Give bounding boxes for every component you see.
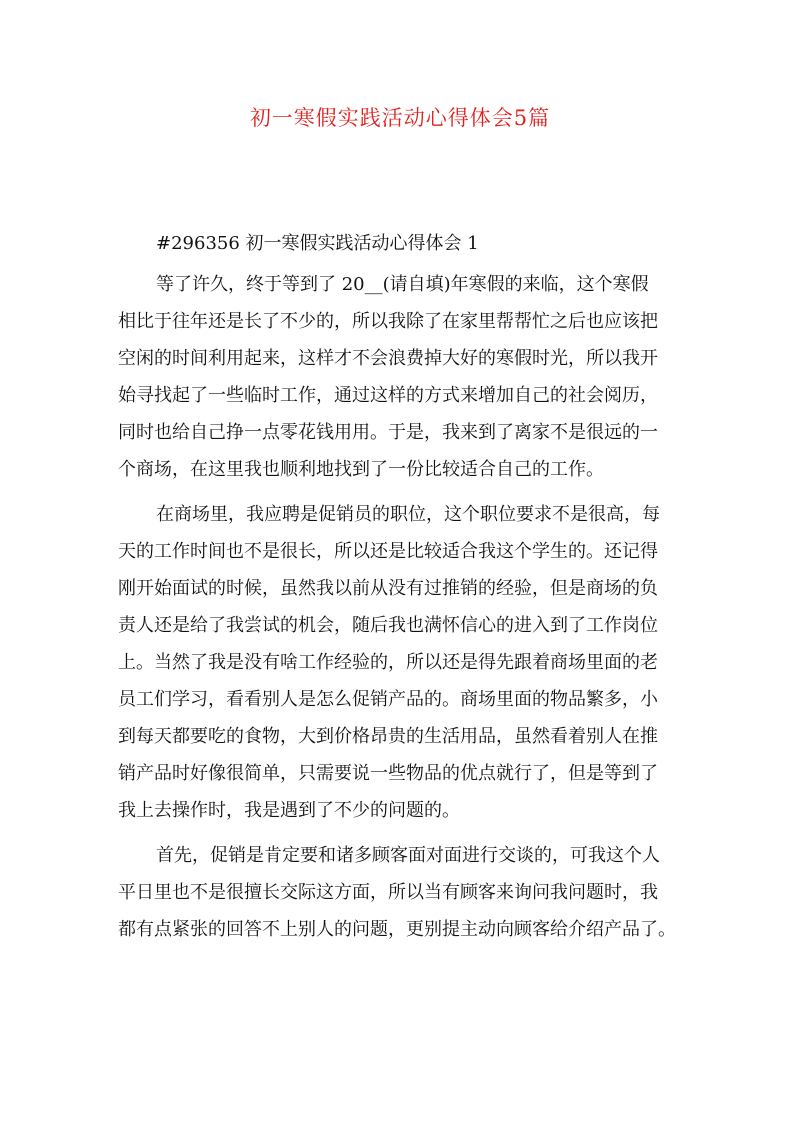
section-heading: #296356 初一寒假实践活动心得体会 1 <box>156 233 479 254</box>
document-body <box>118 229 688 948</box>
paragraph-1: 等了许久，终于等到了 20__(请自填)年寒假的来临，这个寒假 相比于往年还是长了不少的，所以我除了在家里帮帮忙之后也应该把 空闲的时间利用起来，这样才不会浪费掉大好的寒假时光，所以我开 始寻找起了一些临时工作，通过这样的方式来增加自己的社会阅历， 同时也给自己挣一点零花钱用用。于是，我来到了离家不是很远的一 个商场，在这里我也顺利地找到了一份比较适合自己的工作。 <box>118 274 658 480</box>
paragraph-3: 首先，促销是肯定要和诸多顾客面对面进行交谈的，可我这个人 平日里也不是很擅长交际这方面，所以当有顾客来询问我问题时，我 都有点紧张的回答不上别人的问题，更别提主动向顾客给介绍产品了。 <box>118 845 676 940</box>
document-title: 初一寒假实践活动心得体会5篇 <box>249 106 551 130</box>
paragraph-2: 在商场里，我应聘是促销员的职位，这个职位要求不是很高，每 天的工作时间也不是很长，所以还是比较适合我这个学生的。还记得 刚开始面试的时候，虽然我以前从没有过推销的经验，但是商场的负 责人还是给了我尝试的机会，随后我也满怀信心的进入到了工作岗位 上。当然了我是没有啥工作经验的，所以还是得先跟着商场里面的老 员工们学习，看看别人是怎么促销产品的。商场里面的物品繁多，小 到每天都要吃的食物，大到价格昂贵的生活用品，虽然看着别人在推 销产品时好像很简单，只需要说一些物品的优点就行了，但是等到了 我上去操作时，我是遇到了不少的问题的。 <box>118 504 660 821</box>
